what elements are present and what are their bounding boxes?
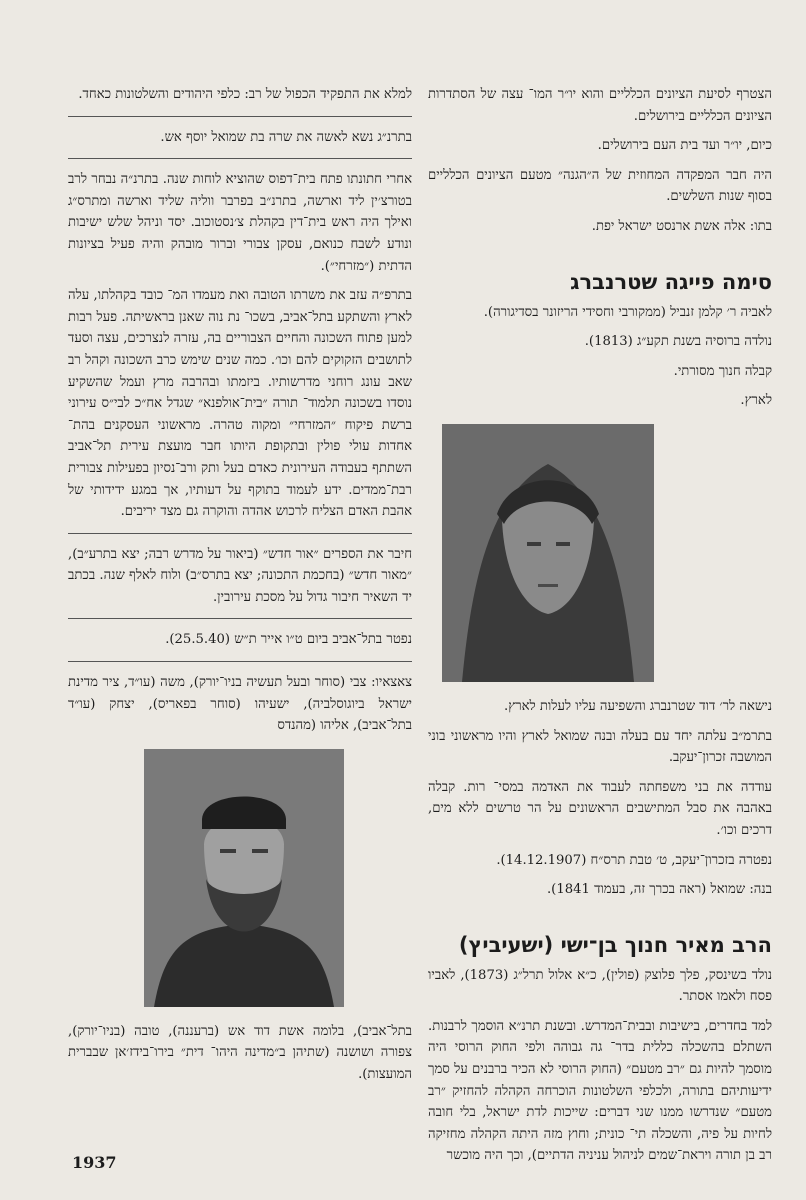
entry-paragraph: קבלה חנוך מסורתי. <box>673 363 772 379</box>
entry-paragraph: לאביה ר׳ קלמן זנביל (ממקורבי וחסידי הריזונר בסדיגורה). <box>483 304 772 320</box>
entry-paragraph: בתרפ״ה עזב את משרתו הטובה ואת מעמדו המ־ כובד בקהלתו, עלה לארץ והשתקע בתל־אביב, בשכו־ נת נוה שאנן בראשיתה. פעל רבות למען פתוח השכונה והחיים הצבוריים בה, עזרה לנצרכים, עצה וסעד לתושבים הזקוקים להם וכו׳. כמה שנים שימש כרב השכונה וקהל רב שאב עונג רוחני מדרשותיו. ביזמתו ובהרבה מרץ ועמל שהשקיע נוסדו בשכונה תלמוד־ תורה ״בית־אולפנא״ שגדל אח״כ לבי״ס עירוני ברשת פיקוח ״המזרחי״ ומקוה טהרה. מראשוני העסקנים בהת־ אחדות עולי פולין ובתקופת היותו חבר מועצת עירית תל־אביב השתתף בעבודה העירונית כאדם בעל ותק ורב־נסיון בפעילות צבורית רבת־ממדים. ידע לעמוד בתוקף על דעותיו, אך במגע ידידותי של אהבת האדם הצליח לרכוש אהדה והוקרה גם מצד יריבים. <box>68 288 412 520</box>
entry-paragraph: בתרמ״ב עלתה יחד עם בעלה ובנה שמואל לארץ והיו מראשוני בוני המושבה זכרון־יעקב. <box>428 728 772 766</box>
entry-heading-meir: הרב מאיר חנוך בן־ישי (ישעיביץ) <box>458 932 772 957</box>
entry-paragraph: נפטרה בזכרון־יעקב, ט׳ טבת תרס״ח (14.12.1907). <box>496 852 772 868</box>
divider <box>68 116 412 117</box>
portrait-photo-sima <box>442 424 654 682</box>
entry-paragraph: נישאה לר׳ דוד שטרנברג והשפיעה עליו לעלות לארץ. <box>504 698 772 714</box>
intro-paragraph: הצטרף לסיעת הציונים הכלליים והוא יו״ר המו־ עצה של הסתדרות הציונים הכלליים בירושלים. <box>428 87 772 124</box>
entry-paragraph: למלא את התפקיד הכפול של רב: כלפי היהודים והשלטונות כאחד. <box>78 87 412 102</box>
intro-paragraph: בתו: אלה אשת ארנסט ישראל יפת. <box>591 218 772 234</box>
divider <box>68 158 412 159</box>
divider <box>68 533 412 534</box>
page-number: 1937 <box>72 1153 117 1172</box>
portrait-photo-meir <box>144 749 344 1007</box>
divider <box>68 618 412 619</box>
left-column <box>68 84 412 1094</box>
entry-paragraph: לארץ. <box>740 393 772 409</box>
entry-paragraph: צאצאיו: צבי (סוחר ובעל תעשיה בניו־יורק), משה (עו״ד, ציר מדינת ישראל ביוגוסלביה), ישעיהו (סוחר בפאריס), יצחק (עו״ד בתל־אביב), אליהו (מהנדס <box>68 675 412 734</box>
entry-paragraph: עודדה את בני משפחתה לעבוד את האדמה במסי־ רות. קבלה באהבה את סבל המתישבים הראשונים על הר טרשים ללא מים, דרכים וכו׳. <box>428 779 772 838</box>
entry-paragraph: חיבר את הספרים ״אור חדש״ (ביאור על מדרש רבה; יצא בתרע״ב), ״מאור חדש״ (בחכמת התכונה; יצא בתרס״ב) ולוח לאלף שנה. בכתב יד השאיר חיבור גדול על מסכת עירובין. <box>68 546 412 605</box>
right-column <box>428 84 772 1175</box>
intro-paragraph: היה חבר המפקדה המחוזית של ה״הגנה״ מטעם הציונים הכלליים בסוף שנות השלשים. <box>428 167 772 205</box>
entry-paragraph: אחרי חתונתו פתח בית־דפוס שהוציא לוחות שנה. בתרנ״ה נבחר לרב בטורצ׳ין ליד וארשה, בתרנ״ב בפרבר ווליה שליד וארשה ומתרס״ג ואילך היה ראש בית־דין בקהלת צ׳נסטוכוב. יסד וניהל שלש ישיבות ונודע לשבח כנואם, עסקן צבורי וברור מובהק והיה פעיל בציונות הדתית (״מזרחי״). <box>68 172 412 274</box>
entry-paragraph: נולד בשינסק, פלך פלוצק (פולין), כ״א אלול תרל״ג (1873), לאביו פסח ולאמו אסתר. <box>428 967 772 1005</box>
entry-paragraph: נפטר בתל־אביב ביום ט״ו אייר ת״ש (25.5.40). <box>165 632 412 648</box>
entry-heading-sima: סימה פייגה שטרנברג <box>570 269 772 294</box>
entry-paragraph: בתל־אביב), בלומה אשת דוד אש (ברעננה), טובה (בניו־יורק), צפורה ושושנה (שתיהן ב״מדינה היהו־ דית״ בירו־בידז׳אן שבברית המועצות). <box>68 1023 412 1083</box>
divider <box>68 661 412 662</box>
entry-paragraph: נולדה ברוסיה בשנת תקע״ג (1813). <box>584 334 772 350</box>
entry-paragraph: בנה: שמואל (ראה בכרך זה, בעמוד 1841). <box>546 882 772 898</box>
intro-paragraph: כיום, יו״ר ועד בית העם בירושלים. <box>597 138 772 154</box>
entry-paragraph: למד בחדרים, בישיבות ובבית־המדרש. ובשנת תרנ״א הוסמך לרבנות. השתלם בהשכלה כללית בדר־ גה גבוהה ולפי החוק הרוסי היה מוסמך להיות גם ״רב מטעם״ (החוק הרוסי לא הכיר ברבנים על סמך ידיעותיהם בתורה, ולכלפי השלטונות הוכרחה הקהלה להחזיק ״רב מטעם״ שנדרשו ממנו שני דברים: שייכות לדת ישראל, בלי חובה לחיות על פיה, והשכלה תי־ כונית; וחוץ מזה היתה הקהלה מחזיקה רב בן תורה ויראת־שמים לניהול עניניה הדתיים), וכך היה מוכשר <box>428 1018 772 1164</box>
entry-paragraph: בתרנ״ג נשא לאשה את שרה בת שמואל יוסף אש. <box>160 129 412 145</box>
